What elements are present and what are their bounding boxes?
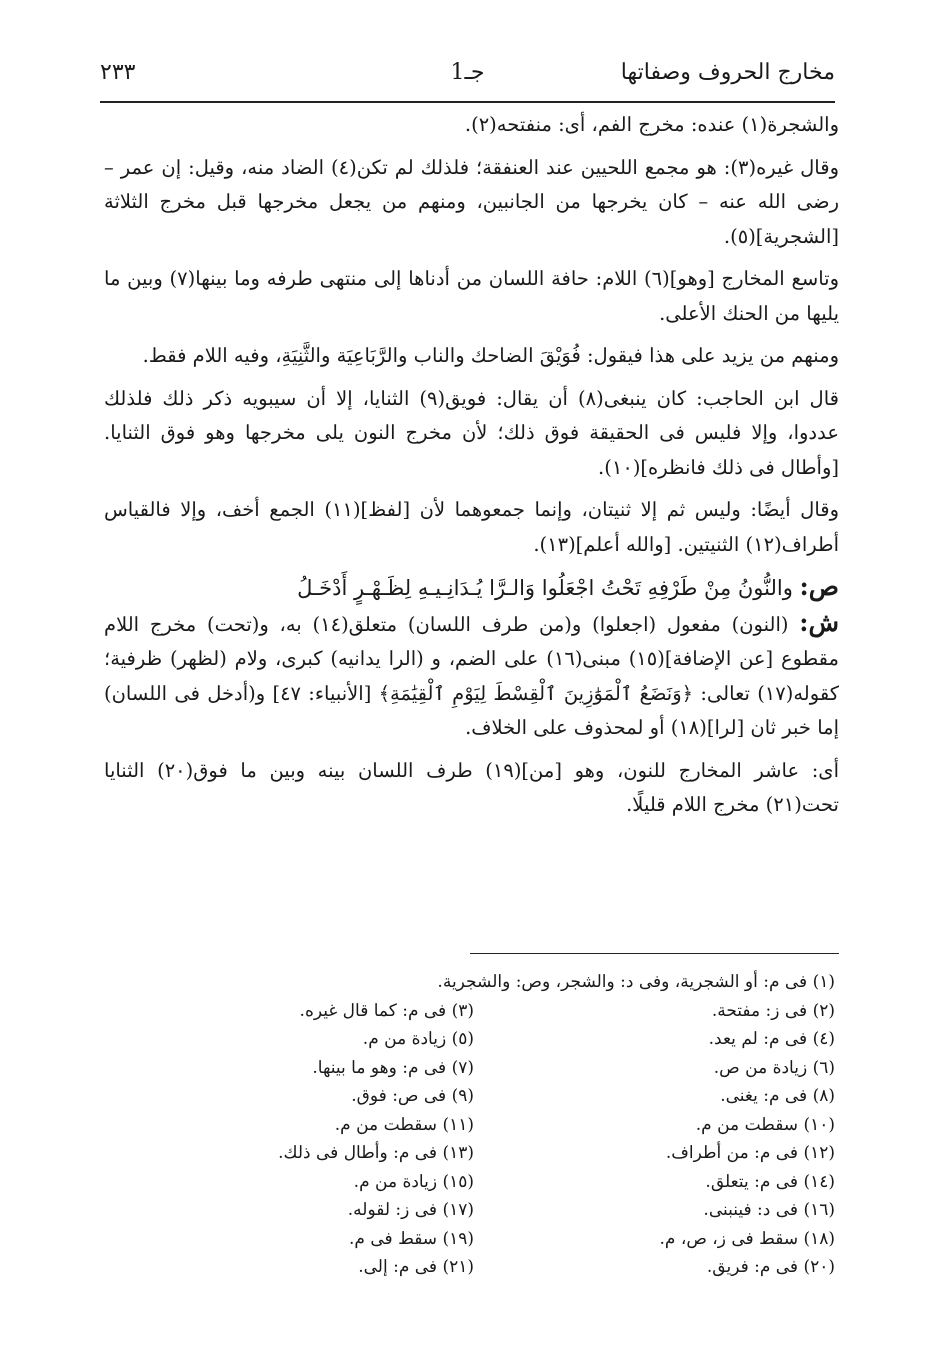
page-number: ٢٣٣	[100, 60, 136, 85]
commentary-paragraph	[104, 606, 839, 754]
footnote-row	[104, 1196, 839, 1225]
paragraph: أى: عاشر المخارج للنون، وهو [من](١٩) طرف اللسان بينه وبين ما فوق(٢٠) الثنايا تحت(٢١) مخرج اللام قليلًا.	[104, 758, 839, 816]
footnote-row	[104, 1054, 839, 1083]
commentary-text: (النون) مفعول (اجعلوا) و(من طرف اللسان) متعلق(١٤) به، و(تحت) مخرج اللام مقطوع [عن الإضافة](١٥) مبنى(١٦) على الضم، و (الرا يدانيه) كبرى، ولام (لظهر) ظرفية؛ كقوله(١٧) تعالى: ﴿وَنَضَعُ ٱلْمَوَٰزِينَ ٱلْقِسْطَ لِيَوْمِ ٱلْقِيَٰمَةِ﴾ [الأنبياء: ٤٧] و(أدخل فى اللسان) إما خبر ثان [لرا](١٨) أو لمحذوف على الخلاف.	[104, 612, 839, 739]
footnote-row	[104, 968, 839, 997]
footnote: (١٩) سقط فى م.	[349, 1228, 474, 1249]
paragraph: وقال أيضًا: وليس ثم إلا ثنيتان، وإنما جمعوهما لأن [لفظ](١١) الجمع أخف، وإلا فالقياس أطراف(١٢) الثنيتين. [والله أعلم](١٣).	[104, 498, 840, 556]
footnote: (٢١) فى م: إلى.	[358, 1257, 474, 1277]
footnote-row	[104, 1111, 839, 1140]
verse-line	[104, 570, 839, 606]
footnote: (١٥) زيادة من م.	[353, 1171, 474, 1192]
footnote: (٤) فى م: لم يعد.	[708, 1029, 835, 1049]
footnote: (١٦) فى د: فينبنى.	[703, 1200, 835, 1220]
main-text	[104, 108, 839, 831]
footnote: (٨) فى م: يغنى.	[720, 1086, 835, 1106]
footnote: (١٤) فى م: يتعلق.	[705, 1171, 835, 1192]
footnote-divider	[470, 953, 839, 954]
footnote: (١٠) سقطت من م.	[695, 1114, 835, 1135]
footnote: (١٧) فى ز: لقوله.	[347, 1200, 474, 1220]
footnotes	[104, 968, 839, 1282]
paragraph: قال ابن الحاجب: كان ينبغى(٨) أن يقال: فويق(٩) الثنايا، إلا أن سيبويه ذكر ذلك فلذلك عددوا، وإلا فليس فى الحقيقة فوق ذلك؛ لأن مخرج النون يلى مخرجها وهو فوق الثنايا. [وأطال فى ذلك فانظره](١٠).	[104, 386, 839, 479]
footnote-row	[104, 1253, 839, 1282]
verse-marker: ص:	[799, 572, 839, 601]
verse-text: والنُّونُ مِنْ طَرْفِهِ تَحْتُ اجْعَلُوا وَالـرَّا يُـدَانِـيـهِ لِظَـهْـرٍ أَدْخَـلُ	[297, 576, 793, 600]
running-header	[100, 60, 835, 100]
footnote: (٩) فى ص: فوق.	[351, 1086, 474, 1106]
footnote: (٣) فى م: كما قال غيره.	[299, 1000, 474, 1021]
footnote-row	[104, 1025, 839, 1054]
footnote: (١١) سقطت من م.	[334, 1114, 474, 1135]
paragraph: ومنهم من يزيد على هذا فيقول: فُوَيْقَ الضاحك والناب والرَّبَاعِيَة والثَّنِيَةِ، وفيه اللام فقط.	[142, 344, 839, 367]
footnote-row	[104, 1082, 839, 1111]
footnote-row	[104, 1139, 839, 1168]
paragraph: وتاسع المخارج [وهو](٦) اللام: حافة اللسان من أدناها إلى منتهى طرفه وما بينها(٧) وبين ما يليها من الحنك الأعلى.	[104, 267, 839, 325]
footnote-row	[104, 997, 839, 1026]
footnote: (٢٠) فى م: فريق.	[706, 1257, 835, 1277]
footnote: (١٣) فى م: وأطال فى ذلك.	[278, 1143, 474, 1163]
footnote: (٥) زيادة من م.	[362, 1029, 474, 1049]
volume-label: جـ1	[450, 60, 485, 85]
header-divider	[100, 101, 835, 103]
footnote: (٧) فى م: وهو ما بينها.	[312, 1057, 474, 1078]
footnote: (١٢) فى م: من أطراف.	[665, 1143, 835, 1163]
footnote: (١٨) سقط فى ز، ص، م.	[659, 1228, 835, 1249]
commentary-marker: ش:	[799, 607, 840, 637]
footnote-row	[104, 1168, 839, 1197]
paragraph: والشجرة(١) عنده: مخرج الفم، أى: منفتحه(٢).	[464, 113, 839, 136]
paragraph: وقال غيره(٣): هو مجمع اللحيين عند العنفقة؛ فلذلك لم تكن(٤) الضاد منه، وقيل: إن عمر – رضى الله عنه – كان يخرجها من الجانبين، ومنهم من يجعل مخرجها قبل مخرج الثلاثة [الشجرية](٥).	[104, 155, 839, 248]
chapter-title: مخارج الحروف وصفاتها	[620, 60, 835, 85]
footnote-row	[104, 1225, 839, 1254]
footnote: (٦) زيادة من ص.	[713, 1057, 835, 1078]
footnote: (٢) فى ز: مفتحة.	[711, 1000, 835, 1021]
footnote: (١) فى م: أو الشجرية، وفى د: والشجر، وص: والشجرية.	[437, 972, 835, 992]
